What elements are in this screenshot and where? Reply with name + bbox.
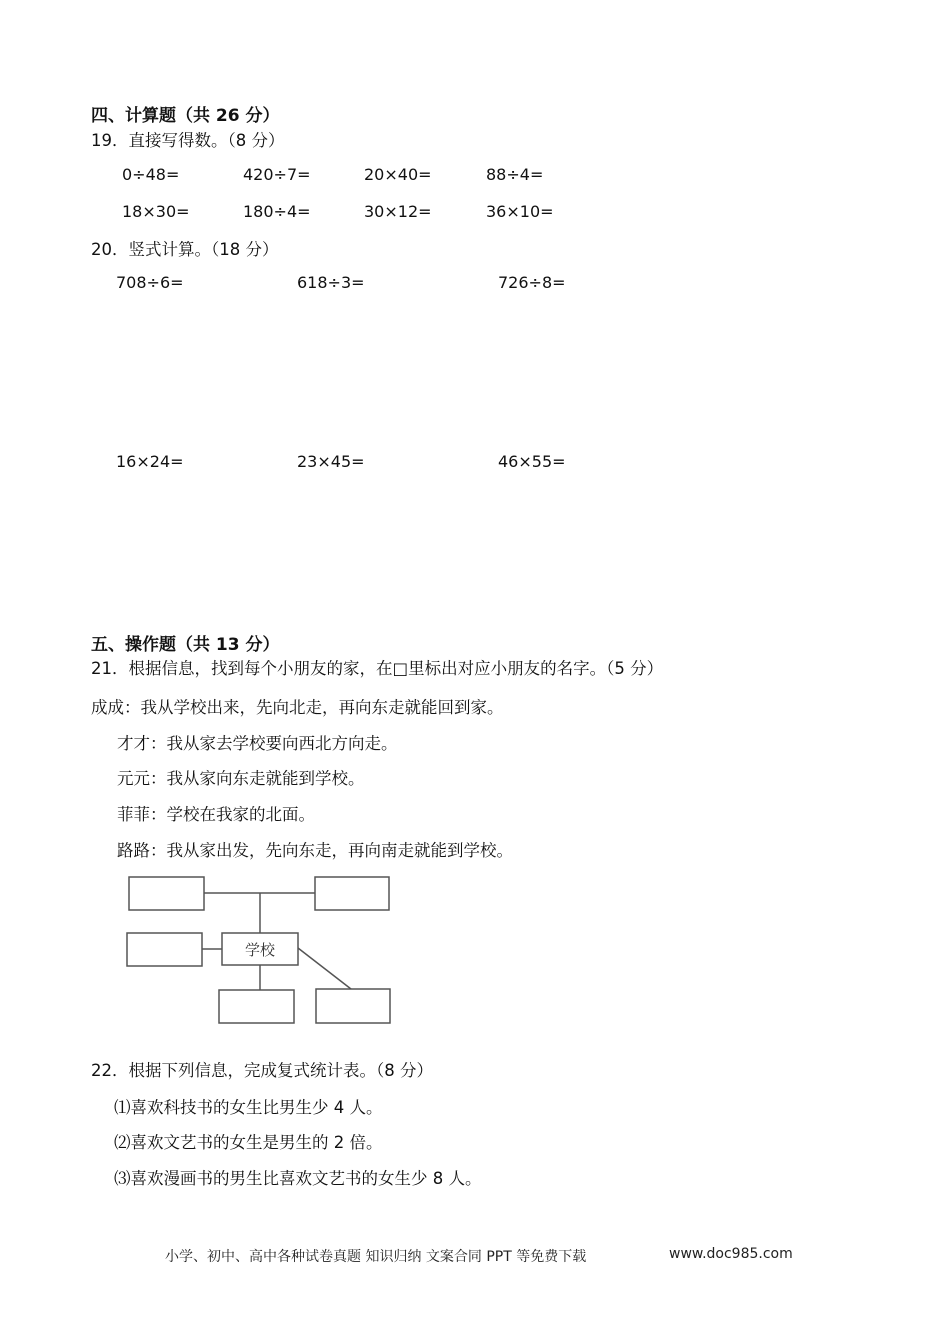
q20-item: 46×55= bbox=[498, 452, 566, 471]
connector-line bbox=[298, 948, 351, 989]
map-diagram bbox=[120, 868, 400, 1033]
home-box-south[interactable] bbox=[219, 990, 294, 1023]
question-22-title: 22．根据下列信息，完成复式统计表。（8 分） bbox=[91, 1061, 433, 1080]
info-item: ⑴喜欢科技书的女生比男生少 4 人。 bbox=[114, 1098, 383, 1117]
footer-text: 小学、初中、高中各种试卷真题 知识归纳 文案合同 PPT 等免费下载 bbox=[165, 1249, 587, 1265]
home-box-south-east[interactable] bbox=[316, 989, 390, 1023]
home-box-north-east[interactable] bbox=[315, 877, 389, 910]
info-item: ⑶喜欢漫画书的男生比喜欢文艺书的女生少 8 人。 bbox=[114, 1169, 482, 1188]
clue-line: 菲菲：学校在我家的北面。 bbox=[117, 805, 315, 824]
q19-item: 420÷7= bbox=[243, 165, 311, 184]
q19-item: 20×40= bbox=[364, 165, 432, 184]
question-19-title: 19．直接写得数。（8 分） bbox=[91, 131, 285, 150]
footer-url[interactable]: www.doc985.com bbox=[669, 1246, 793, 1262]
clue-line: 成成：我从学校出来，先向北走，再向东走就能回到家。 bbox=[91, 698, 504, 717]
clue-line: 才才：我从家去学校要向西北方向走。 bbox=[117, 734, 398, 753]
q20-item: 16×24= bbox=[116, 452, 184, 471]
q20-item: 23×45= bbox=[297, 452, 365, 471]
clue-line: 元元：我从家向东走就能到学校。 bbox=[117, 769, 365, 788]
q20-item: 726÷8= bbox=[498, 273, 566, 292]
home-box-west[interactable] bbox=[127, 933, 202, 966]
q20-item: 618÷3= bbox=[297, 273, 365, 292]
home-box-north-west[interactable] bbox=[129, 877, 204, 910]
clue-line: 路路：我从家出发，先向东走，再向南走就能到学校。 bbox=[117, 841, 513, 860]
q19-item: 0÷48= bbox=[122, 165, 180, 184]
question-20-title: 20．竖式计算。（18 分） bbox=[91, 240, 279, 259]
section-4-title: 四、计算题（共 26 分） bbox=[91, 106, 280, 126]
info-item: ⑵喜欢文艺书的女生是男生的 2 倍。 bbox=[114, 1133, 383, 1152]
q19-item: 88÷4= bbox=[486, 165, 544, 184]
section-5-title: 五、操作题（共 13 分） bbox=[91, 635, 280, 655]
school-label: 学校 bbox=[244, 941, 276, 959]
q19-item: 18×30= bbox=[122, 202, 190, 221]
question-21-title: 21．根据信息，找到每个小朋友的家，在□里标出对应小朋友的名字。（5 分） bbox=[91, 659, 664, 678]
q19-item: 36×10= bbox=[486, 202, 554, 221]
q19-item: 180÷4= bbox=[243, 202, 311, 221]
q19-item: 30×12= bbox=[364, 202, 432, 221]
q20-item: 708÷6= bbox=[116, 273, 184, 292]
